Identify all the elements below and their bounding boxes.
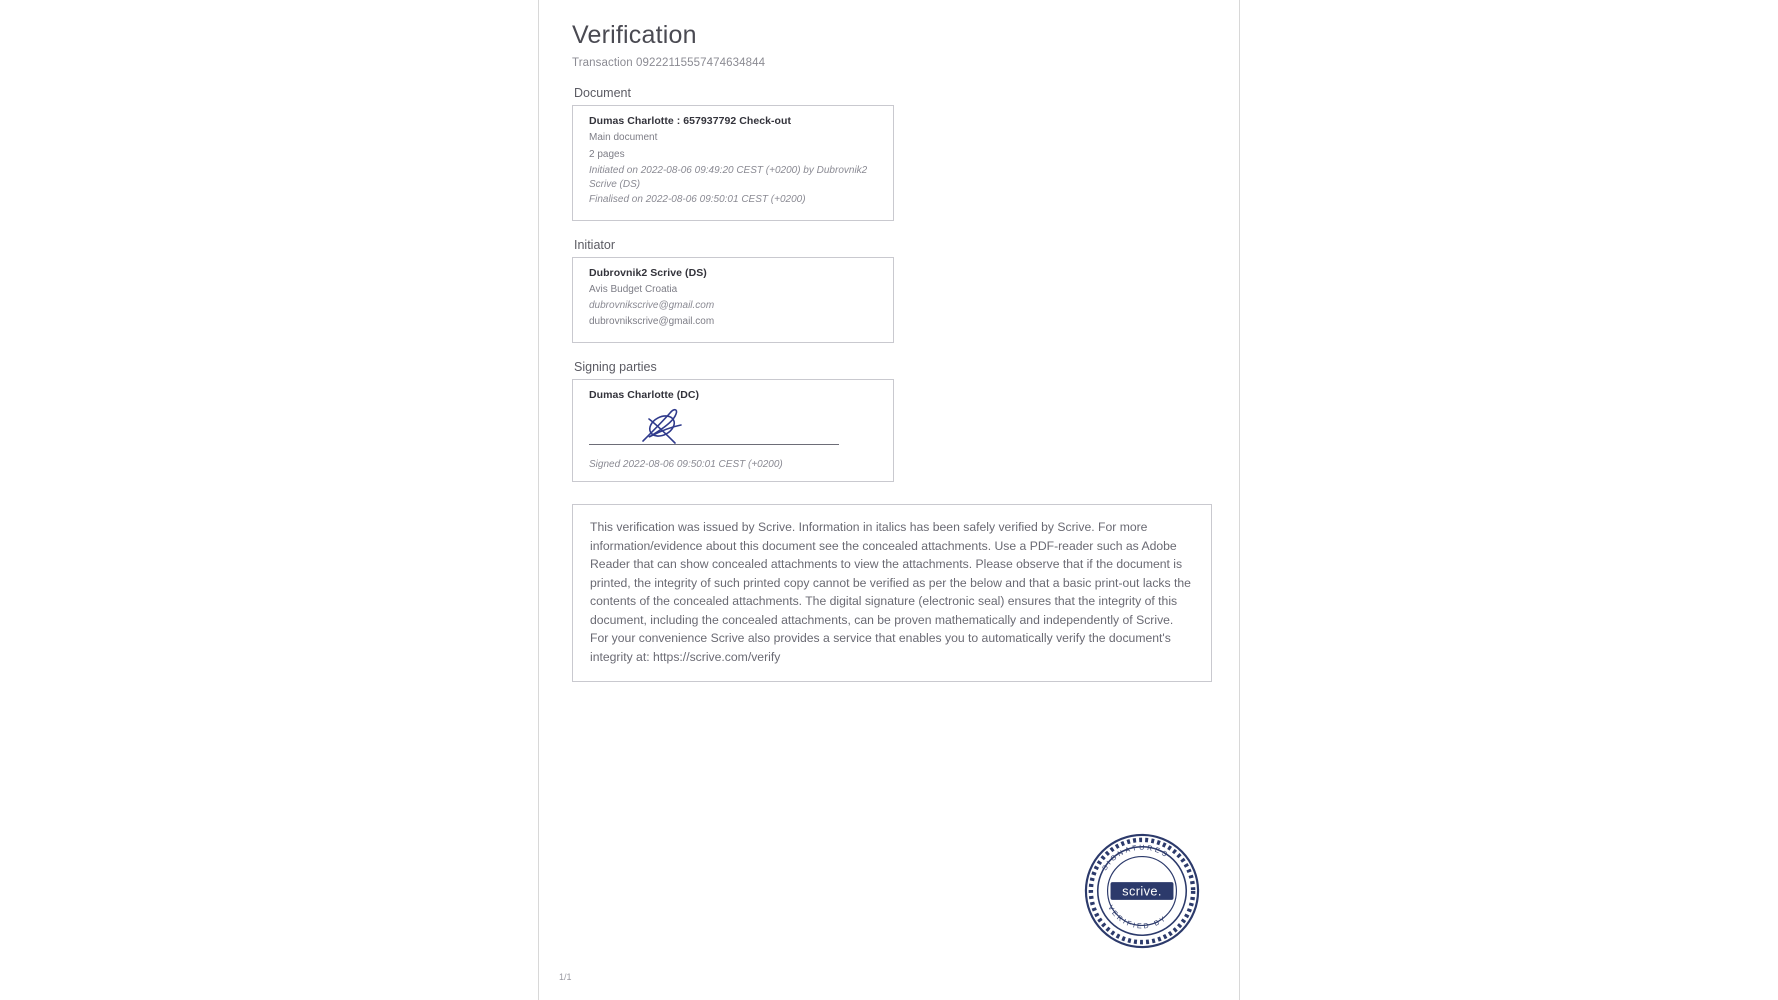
svg-text:SIGNATURES: SIGNATURES	[1100, 843, 1171, 873]
signature-block	[589, 405, 877, 453]
page-content	[572, 20, 1212, 682]
initiator-email-secondary: dubrovnikscrive@gmail.com	[589, 315, 715, 327]
document-type: Main document	[589, 132, 658, 143]
document-card	[572, 105, 894, 221]
document-name: Dumas Charlotte : 657937792 Check-out	[589, 115, 792, 127]
transaction-id: Transaction 09222115557474634844	[572, 57, 766, 69]
document-finalised: Finalised on 2022-08-06 09:50:01 CEST (+0200)	[589, 194, 806, 205]
initiator-name: Dubrovnik2 Scrive (DS)	[589, 266, 707, 279]
section-heading-initiator: Initiator	[574, 237, 615, 252]
svg-text:VERIFIED BY: VERIFIED BY	[1106, 903, 1169, 931]
signed-timestamp: Signed 2022-08-06 09:50:01 CEST (+0200)	[589, 459, 783, 470]
svg-text:scrive.: scrive.	[1122, 883, 1162, 899]
initiator-email-primary: dubrovnikscrive@gmail.com	[589, 300, 715, 311]
document-page-count: 2 pages	[589, 148, 625, 160]
verification-notice: This verification was issued by Scrive. Information in italics has been safely verified by Scrive. For more information/evidence about this document see the concealed attachments. Use a PDF-reader such as Adobe Reader that can show concealed attachments to view the attachments. Please observe that if the document is printed, the integrity of such printed copy cannot be verified as per the below and that a basic print-out lacks the contents of the concealed attachments. The digital signature (electronic seal) ensures that the integrity of this document, including the concealed attachments, can be proven mathematically and independently of Scrive. For your convenience Scrive also provides a service that enables you to automatically verify the document's integrity at: https://scrive.com/verify	[572, 504, 1212, 682]
section-heading-signing-parties: Signing parties	[574, 360, 657, 374]
page-title: Verification	[572, 21, 697, 49]
page-number: 1/1	[559, 972, 572, 982]
initiator-company: Avis Budget Croatia	[589, 283, 678, 295]
document-initiated: Initiated on 2022-08-06 09:49:20 CEST (+0200) by Dubrovnik2 Scrive (DS)	[589, 165, 868, 190]
document-page	[538, 0, 1240, 1000]
section-heading-document: Document	[574, 86, 631, 100]
scrive-seal-icon	[1083, 832, 1201, 950]
signing-party-name: Dumas Charlotte (DC)	[589, 389, 700, 401]
signature-line	[589, 444, 839, 445]
signing-party-card	[572, 379, 894, 482]
initiator-card	[572, 257, 894, 344]
